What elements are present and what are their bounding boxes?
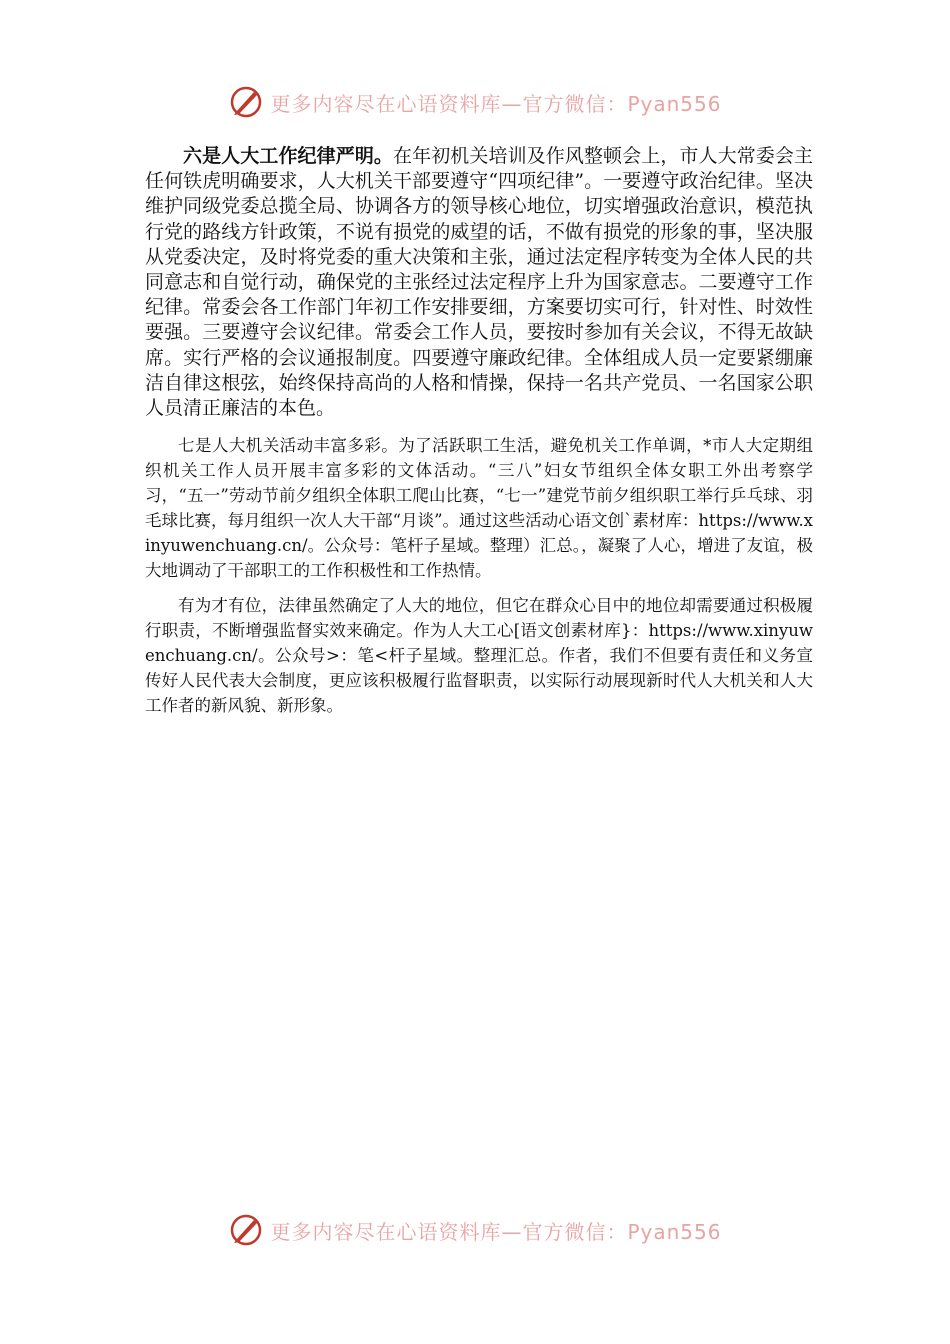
pen-circle-icon [228,84,264,120]
header-banner [0,82,950,122]
pen-circle-icon [228,1212,264,1248]
banner-text: 更多内容尽在心语资料库—官方微信：Pyan556 [270,91,722,116]
footer-banner [0,1210,950,1250]
banner-text: 更多内容尽在心语资料库—官方微信：Pyan556 [270,1219,722,1244]
document-body [145,144,813,728]
paragraph-discipline [145,144,813,421]
paragraph-activities: 七是人大机关活动丰富多彩。为了活跃职工生活，避免机关工作单调，*市人大定期组织机关工作人员开展丰富多彩的文体活动。“三八”妇女节组织全体女职工外出考察学习，“五一”劳动节前夕组织全体职工爬山比赛，“七一”建党节前夕组织职工举行乒乓球、羽毛球比赛，每月组织一次人大干部“月谈”。通过这些活动心语文创`素材库：https://www.xinyuwenchuang.cn/。公众号：笔杆子星域。整理）汇总。，凝聚了人心，增进了友谊，极大地调动了干部职工的工作积极性和工作热情。 [145,436,813,581]
paragraph-body: 在年初机关培训及作风整顿会上，市人大常委会主任何铁虎明确要求，人大机关干部要遵守“四项纪律”。一要遵守政治纪律。坚决维护同级党委总揽全局、协调各方的领导核心地位，切实增强政治意识，模范执行党的路线方针政策，不说有损党的威望的话，不做有损党的形象的事，坚决服从党委决定，及时将党委的重大决策和主张，通过法定程序转变为全体人民的共同意志和自觉行动，确保党的主张经过法定程序上升为国家意志。二要遵守工作纪律。常委会各工作部门年初工作安排要细，方案要切实可行，针对性、时效性要强。三要遵守会议纪律。常委会工作人员，要按时参加有关会议，不得无故缺席。实行严格的会议通报制度。四要遵守廉政纪律。全体组成人员一定要紧绷廉洁自律这根弦，始终保持高尚的人格和情操，保持一名共产党员、一名国家公职人员清正廉洁的本色。 [145,145,813,420]
paragraph-conclusion: 有为才有位，法律虽然确定了人大的地位，但它在群众心目中的地位却需要通过积极履行职责，不断增强监督实效来确定。作为人大工心[语文创素材库}：https://www.xinyuwenchuang.cn/。公众号>：笔<杆子星域。整理汇总。作者，我们不但要有责任和义务宣传好人民代表大会制度，更应该积极履行监督职责，以实际行动展现新时代人大机关和人大工作者的新风貌、新形象。 [145,596,813,716]
paragraph-lead: 六是人大工作纪律严明。 [183,145,394,167]
